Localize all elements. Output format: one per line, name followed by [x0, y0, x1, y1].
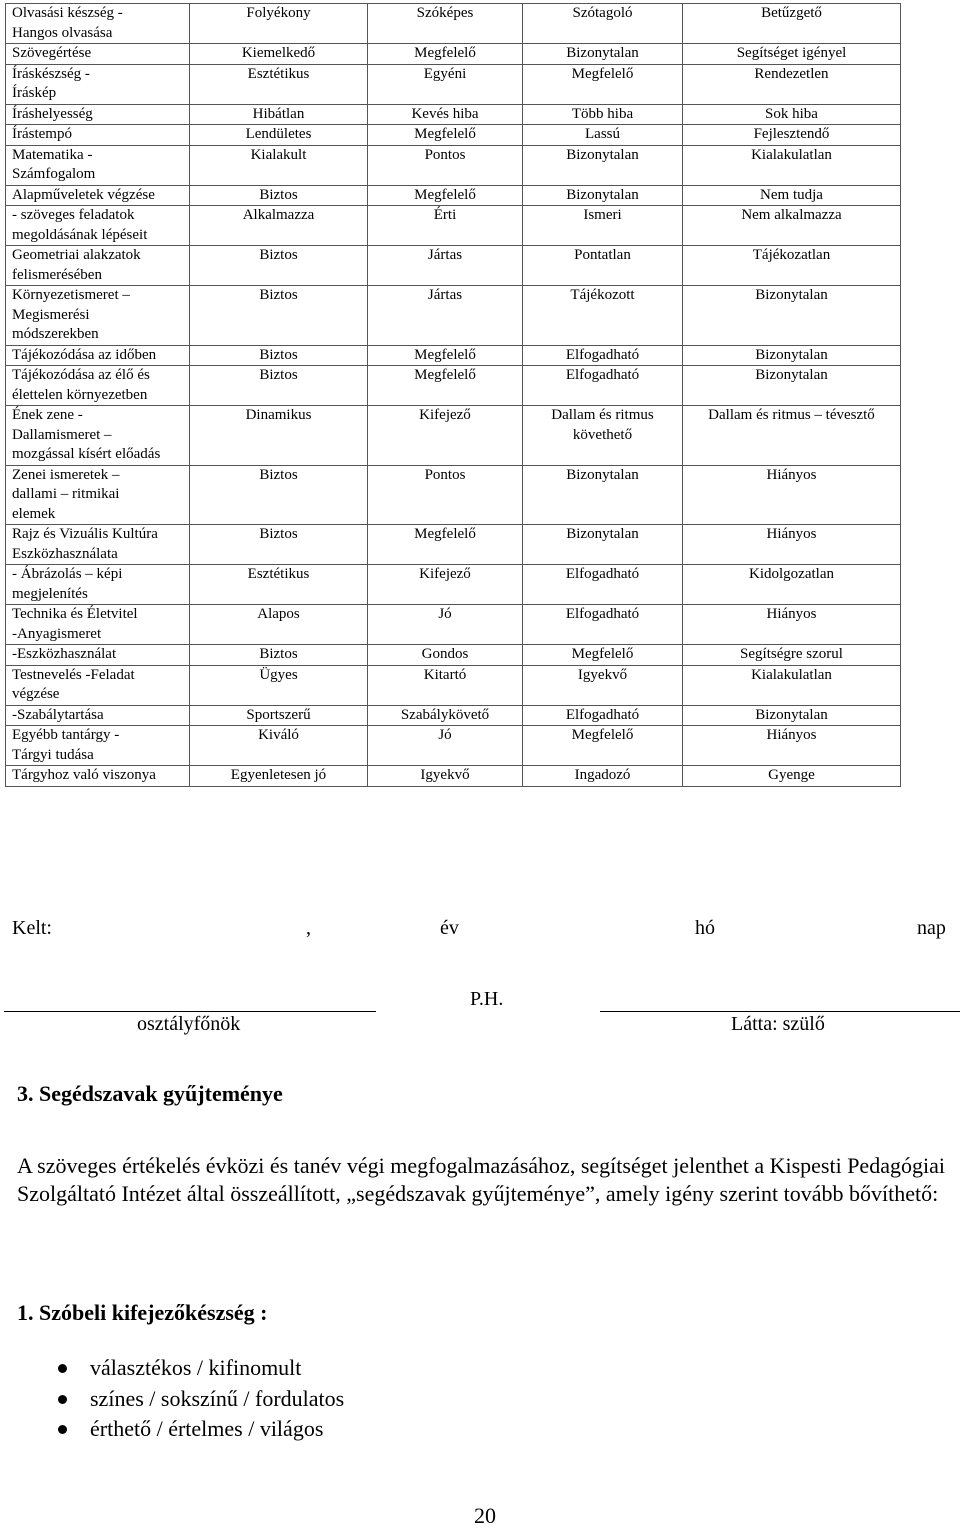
table-row: [6, 465, 901, 525]
rating-cell: Kifejező: [368, 565, 523, 605]
rating-cell: Hiányos: [683, 605, 901, 645]
rating-cell: Ügyes: [190, 665, 368, 705]
rating-cell: Biztos: [190, 465, 368, 525]
rating-cell: Jártas: [368, 286, 523, 346]
row-label: -Szabálytartása: [6, 705, 190, 726]
rating-cell: Betűzgető: [683, 4, 901, 44]
table-row: [6, 246, 901, 286]
rating-cell: Megfelelő: [523, 64, 683, 104]
rating-cell: Bizonytalan: [683, 366, 901, 406]
table-row: [6, 665, 901, 705]
rating-cell: Lassú: [523, 125, 683, 146]
rating-cell: Elfogadható: [523, 605, 683, 645]
rating-cell: Esztétikus: [190, 565, 368, 605]
rating-cell: Szótagoló: [523, 4, 683, 44]
row-label: Rajz és Vizuális Kultúra Eszközhasználata: [6, 525, 190, 565]
page-number: 20: [474, 1503, 496, 1528]
bullet-icon: [58, 1395, 67, 1404]
table-row: [6, 104, 901, 125]
rating-cell: Hiányos: [683, 726, 901, 766]
rating-cell: Hiányos: [683, 525, 901, 565]
table-row: [6, 286, 901, 346]
rating-cell: Kitartó: [368, 665, 523, 705]
rating-cell: Bizonytalan: [523, 465, 683, 525]
stamp-label: P.H.: [470, 988, 504, 1010]
row-label: Írástempó: [6, 125, 190, 146]
parent-seen-label: Látta: szülő: [731, 1013, 825, 1035]
row-label: Alapműveletek végzése: [6, 185, 190, 206]
rating-cell: Tájékozott: [523, 286, 683, 346]
rating-cell: Megfelelő: [523, 645, 683, 666]
rating-cell: Sportszerű: [190, 705, 368, 726]
rating-cell: Elfogadható: [523, 565, 683, 605]
rating-cell: Megfelelő: [368, 525, 523, 565]
list-item: érthető / értelmes / világos: [58, 1414, 344, 1445]
rating-cell: Tájékozatlan: [683, 246, 901, 286]
row-label: - szöveges feladatok megoldásának lépéseit: [6, 206, 190, 246]
list-item: választékos / kifinomult: [58, 1353, 344, 1384]
rating-cell: Jártas: [368, 246, 523, 286]
row-label: Tájékozódása az élő és élettelen környezetben: [6, 366, 190, 406]
day-label: nap: [917, 917, 946, 939]
bullet-icon: [58, 1425, 67, 1434]
rating-cell: Ingadozó: [523, 766, 683, 787]
rating-cell: Egyenletesen jó: [190, 766, 368, 787]
rating-cell: Bizonytalan: [523, 525, 683, 565]
rating-cell: Nem alkalmazza: [683, 206, 901, 246]
row-label: - Ábrázolás – képi megjelenítés: [6, 565, 190, 605]
rating-cell: Dallam és ritmus követhető: [523, 406, 683, 466]
table-row: [6, 525, 901, 565]
rating-cell: Fejlesztendő: [683, 125, 901, 146]
rating-cell: Megfelelő: [368, 44, 523, 65]
rating-cell: Elfogadható: [523, 345, 683, 366]
rating-cell: Nem tudja: [683, 185, 901, 206]
rating-cell: Biztos: [190, 185, 368, 206]
rating-cell: Megfelelő: [368, 345, 523, 366]
rating-cell: Esztétikus: [190, 64, 368, 104]
bullet-icon: [58, 1364, 67, 1373]
evaluation-table: [5, 3, 901, 787]
rating-cell: Kidolgozatlan: [683, 565, 901, 605]
rating-cell: Bizonytalan: [523, 185, 683, 206]
rating-cell: Elfogadható: [523, 366, 683, 406]
class-teacher-label: osztályfőnök: [137, 1013, 241, 1035]
row-label: Testnevelés -Feladat végzése: [6, 665, 190, 705]
rating-cell: Folyékony: [190, 4, 368, 44]
row-label: Matematika - Számfogalom: [6, 145, 190, 185]
subsection-1-heading: 1. Szóbeli kifejezőkészség :: [17, 1300, 268, 1325]
rating-cell: Kiemelkedő: [190, 44, 368, 65]
row-label: Egyébb tantárgy - Tárgyi tudása: [6, 726, 190, 766]
table-row: [6, 44, 901, 65]
rating-cell: Kialakult: [190, 145, 368, 185]
table-row: [6, 345, 901, 366]
section-3-paragraph: A szöveges értékelés évközi és tanév végi megfogalmazásához, segítséget jelenthet a Kispesti Pedagógiai Szolgáltató Intézet által összeállított, „segédszavak gyűjteménye”, amely igény szerint tovább bővíthető:: [17, 1153, 945, 1206]
rating-cell: Igyekvő: [368, 766, 523, 787]
evaluation-table-body: [6, 4, 901, 787]
rating-cell: Érti: [368, 206, 523, 246]
rating-cell: Bizonytalan: [683, 345, 901, 366]
parent-signature-line: [600, 1011, 960, 1012]
rating-cell: Megfelelő: [368, 125, 523, 146]
rating-cell: Biztos: [190, 246, 368, 286]
rating-cell: Lendületes: [190, 125, 368, 146]
rating-cell: Ismeri: [523, 206, 683, 246]
rating-cell: Alapos: [190, 605, 368, 645]
table-row: [6, 406, 901, 466]
section-3-heading: 3. Segédszavak gyűjteménye: [17, 1081, 283, 1106]
row-label: Tájékozódása az időben: [6, 345, 190, 366]
table-row: [6, 125, 901, 146]
rating-cell: Segítségre szorul: [683, 645, 901, 666]
rating-cell: Biztos: [190, 645, 368, 666]
rating-cell: Jó: [368, 726, 523, 766]
table-row: [6, 4, 901, 44]
rating-cell: Szóképes: [368, 4, 523, 44]
table-row: [6, 726, 901, 766]
rating-cell: Elfogadható: [523, 705, 683, 726]
rating-cell: Biztos: [190, 366, 368, 406]
rating-cell: Gondos: [368, 645, 523, 666]
table-row: [6, 64, 901, 104]
rating-cell: Bizonytalan: [683, 286, 901, 346]
date-separator-comma: ,: [306, 917, 311, 939]
rating-cell: Szabálykövető: [368, 705, 523, 726]
rating-cell: Hiányos: [683, 465, 901, 525]
rating-cell: Rendezetlen: [683, 64, 901, 104]
rating-cell: Dallam és ritmus – tévesztő: [683, 406, 901, 466]
rating-cell: Bizonytalan: [683, 705, 901, 726]
rating-cell: Pontatlan: [523, 246, 683, 286]
row-label: Zenei ismeretek – dallami – ritmikai elemek: [6, 465, 190, 525]
expression-skill-list: [58, 1353, 344, 1445]
rating-cell: Megfelelő: [368, 366, 523, 406]
rating-cell: Sok hiba: [683, 104, 901, 125]
table-row: [6, 206, 901, 246]
kelt-label: Kelt:: [12, 917, 52, 939]
table-row: [6, 565, 901, 605]
rating-cell: Igyekvő: [523, 665, 683, 705]
rating-cell: Alkalmazza: [190, 206, 368, 246]
rating-cell: Bizonytalan: [523, 145, 683, 185]
row-label: Íráskészség - Íráskép: [6, 64, 190, 104]
table-row: [6, 645, 901, 666]
class-teacher-signature-line: [4, 1011, 376, 1012]
row-label: -Eszközhasználat: [6, 645, 190, 666]
rating-cell: Segítséget igényel: [683, 44, 901, 65]
rating-cell: Egyéni: [368, 64, 523, 104]
rating-cell: Kiváló: [190, 726, 368, 766]
rating-cell: Pontos: [368, 465, 523, 525]
table-row: [6, 185, 901, 206]
rating-cell: Gyenge: [683, 766, 901, 787]
rating-cell: Bizonytalan: [523, 44, 683, 65]
table-row: [6, 366, 901, 406]
row-label: Ének zene - Dallamismeret – mozgással kísért előadás: [6, 406, 190, 466]
rating-cell: Kialakulatlan: [683, 665, 901, 705]
rating-cell: Kifejező: [368, 406, 523, 466]
row-label: Tárgyhoz való viszonya: [6, 766, 190, 787]
table-row: [6, 605, 901, 645]
row-label: Olvasási készség - Hangos olvasása: [6, 4, 190, 44]
rating-cell: Kevés hiba: [368, 104, 523, 125]
rating-cell: Dinamikus: [190, 406, 368, 466]
row-label: Szövegértése: [6, 44, 190, 65]
row-label: Környezetismeret – Megismerési módszerekben: [6, 286, 190, 346]
rating-cell: Megfelelő: [523, 726, 683, 766]
table-row: [6, 705, 901, 726]
year-label: év: [440, 917, 459, 939]
rating-cell: Pontos: [368, 145, 523, 185]
row-label: Technika és Életvitel -Anyagismeret: [6, 605, 190, 645]
rating-cell: Hibátlan: [190, 104, 368, 125]
table-row: [6, 766, 901, 787]
table-row: [6, 145, 901, 185]
rating-cell: Biztos: [190, 345, 368, 366]
rating-cell: Jó: [368, 605, 523, 645]
month-label: hó: [695, 917, 715, 939]
rating-cell: Kialakulatlan: [683, 145, 901, 185]
rating-cell: Biztos: [190, 525, 368, 565]
rating-cell: Biztos: [190, 286, 368, 346]
rating-cell: Több hiba: [523, 104, 683, 125]
row-label: Íráshelyesség: [6, 104, 190, 125]
list-item: színes / sokszínű / fordulatos: [58, 1384, 344, 1415]
rating-cell: Megfelelő: [368, 185, 523, 206]
row-label: Geometriai alakzatok felismerésében: [6, 246, 190, 286]
